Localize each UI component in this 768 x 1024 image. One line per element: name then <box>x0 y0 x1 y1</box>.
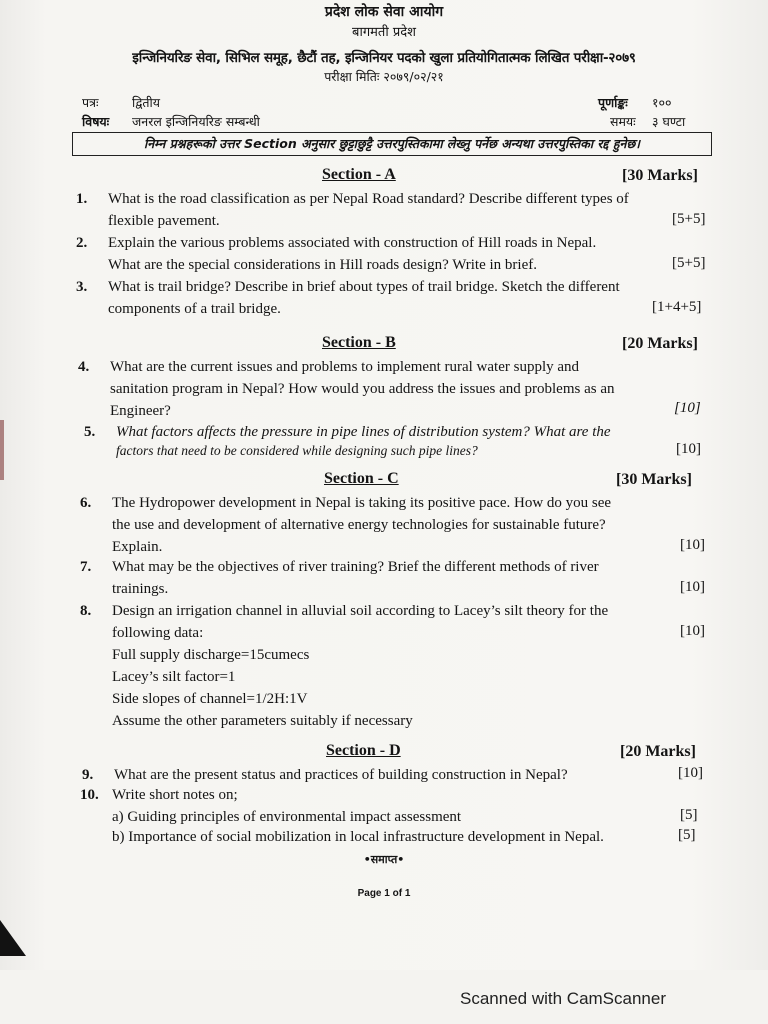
design-data-silt-factor: Lacey’s silt factor=1 <box>112 669 236 685</box>
question-text: What are the special considerations in Hill roads design? Write in brief. <box>108 257 537 273</box>
time-value: ३ घण्टा <box>652 114 686 129</box>
question-marks: [5+5] <box>672 255 706 271</box>
question-number: 9. <box>82 767 94 783</box>
question-text: factors that need to be considered while designing such pipe lines? <box>116 443 478 458</box>
question-text: flexible pavement. <box>108 213 220 229</box>
question-number: 5. <box>84 424 96 440</box>
question-number: 8. <box>80 603 92 619</box>
paper-label: पत्रः <box>82 95 99 110</box>
question-number: 2. <box>76 235 88 251</box>
question-text: sanitation program in Nepal? How would you address the issues and problems as an <box>110 381 615 397</box>
question-marks: [10] <box>680 623 705 639</box>
question-text: Write short notes on; <box>112 787 238 803</box>
camscanner-watermark: Scanned with CamScanner <box>460 989 667 1008</box>
exam-date: परीक्षा मितिः २०७९/०२/२१ <box>324 69 444 84</box>
question-marks: [5] <box>678 827 696 843</box>
page-number: Page 1 of 1 <box>357 888 411 899</box>
full-marks-label: पूर्णाङ्कः <box>598 95 628 110</box>
section-c-marks: [30 Marks] <box>616 471 692 488</box>
question-marks: [10] <box>676 441 701 457</box>
question-number: 1. <box>76 191 88 207</box>
question-number: 7. <box>80 559 92 575</box>
question-text: What factors affects the pressure in pipe lines of distribution system? What are the <box>116 424 611 440</box>
question-marks: [1+4+5] <box>652 299 702 315</box>
end-of-paper-mark: •समाप्त• <box>363 853 405 866</box>
exam-title: इन्जिनियरिङ सेवा, सिभिल समूह, छैटौं तह, इन्जिनियर पदको खुला प्रतियोगितात्मक लिखित परीक्षा-२०७९ <box>132 50 636 66</box>
design-data-assumption: Assume the other parameters suitably if necessary <box>112 713 413 729</box>
section-d-marks: [20 Marks] <box>620 743 696 760</box>
section-a-marks: [30 Marks] <box>622 167 698 184</box>
question-marks: [5] <box>680 807 698 823</box>
design-data-discharge: Full supply discharge=15cumecs <box>112 647 310 663</box>
design-data-side-slopes: Side slopes of channel=1/2H:1V <box>112 691 308 707</box>
province-name: बागमती प्रदेश <box>352 25 416 40</box>
section-d-title: Section - D <box>326 742 401 759</box>
question-marks: [10] <box>678 765 703 781</box>
question-text: What may be the objectives of river training? Brief the different methods of river <box>112 559 599 575</box>
sub-question-b: b) Importance of social mobilization in local infrastructure development in Nepal. <box>112 829 604 845</box>
question-text: What is the road classification as per Nepal Road standard? Describe different types of <box>108 191 629 207</box>
full-marks-value: १०० <box>652 95 672 110</box>
question-number: 6. <box>80 495 92 511</box>
section-b-marks: [20 Marks] <box>622 335 698 352</box>
question-marks: [10] <box>680 537 705 553</box>
question-number: 10. <box>80 787 99 803</box>
question-text: What are the present status and practices of building construction in Nepal? <box>114 767 568 783</box>
section-b-title: Section - B <box>322 334 396 351</box>
question-marks: [5+5] <box>672 211 706 227</box>
question-text: Explain the various problems associated with construction of Hill roads in Nepal. <box>108 235 597 251</box>
question-text: Design an irrigation channel in alluvial soil according to Lacey’s silt theory for the <box>112 603 609 619</box>
subject-label: विषयः <box>82 114 110 129</box>
question-text: What is trail bridge? Describe in brief about types of trail bridge. Sketch the different <box>108 279 620 295</box>
subject-value: जनरल इन्जिनियरिङ सम्बन्धी <box>132 114 260 129</box>
question-text: the use and development of alternative energy technologies for sustainable future? <box>112 517 606 533</box>
question-text: Explain. <box>112 539 163 555</box>
instruction-box: निम्न प्रश्नहरूको उत्तर Section अनुसार छुट्टाछुट्टै उत्तरपुस्तिकामा लेख्नु पर्नेछ अन्यथा उत्तरपुस्तिका रद्द हुनेछ। <box>72 132 712 156</box>
scan-shadow <box>0 420 4 480</box>
section-c-title: Section - C <box>324 470 399 487</box>
question-text: components of a trail bridge. <box>108 301 281 317</box>
question-text: following data: <box>112 625 204 641</box>
question-text: What are the current issues and problems to implement rural water supply and <box>110 359 580 375</box>
question-number: 3. <box>76 279 88 295</box>
paper-value: द्वितीय <box>132 95 161 110</box>
question-text: trainings. <box>112 581 169 597</box>
question-marks: [10] <box>674 400 701 416</box>
sub-question-a: a) Guiding principles of environmental impact assessment <box>112 809 462 825</box>
question-marks: [10] <box>680 579 705 595</box>
section-a-title: Section - A <box>322 166 396 183</box>
question-number: 4. <box>78 359 90 375</box>
question-text: Engineer? <box>110 403 171 419</box>
time-label: समयः <box>610 114 636 129</box>
scan-corner-shadow <box>0 920 26 956</box>
question-text: The Hydropower development in Nepal is taking its positive pace. How do you see <box>112 495 612 511</box>
commission-name: प्रदेश लोक सेवा आयोग <box>324 4 444 20</box>
